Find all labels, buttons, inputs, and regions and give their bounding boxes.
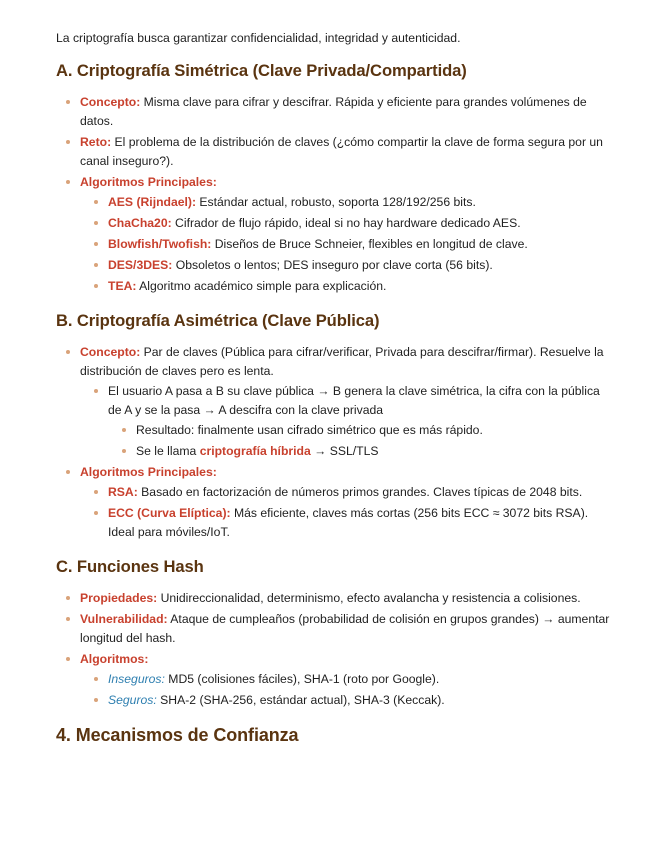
list-item: [108, 421, 615, 440]
list-item: [56, 133, 615, 171]
symmetric-algorithms-list: [80, 193, 615, 296]
concept-text: Misma clave para cifrar y descifrar. Rápida y eficiente para grandes volúmenes de datos.: [80, 95, 587, 128]
insecure-text: MD5 (colisiones fáciles), SHA-1 (roto por Google).: [164, 672, 440, 686]
bullet-icon: [66, 617, 70, 621]
algorithm-name: ChaCha20:: [108, 216, 172, 230]
list-item: [56, 589, 615, 608]
bullet-icon: [94, 389, 98, 393]
concept-label: Concepto:: [80, 95, 141, 109]
algorithm-text: Obsoletos o lentos; DES inseguro por clave corta (56 bits).: [172, 258, 493, 272]
bullet-icon: [94, 698, 98, 702]
list-item: [80, 256, 615, 275]
hybrid-prefix: Se le llama: [136, 444, 200, 458]
bullet-icon: [94, 221, 98, 225]
bullet-icon: [66, 140, 70, 144]
bullet-icon: [66, 657, 70, 661]
concept-text: Par de claves (Pública para cifrar/verificar, Privada para descifrar/firmar). Resuelve la distribución de claves pero es lenta.: [80, 345, 604, 378]
bullet-icon: [94, 200, 98, 204]
next-section-heading: 4. Mecanismos de Confianza: [56, 725, 299, 745]
list-item: [108, 442, 615, 461]
secure-text: SHA-2 (SHA-256, estándar actual), SHA-3 (Keccak).: [156, 693, 445, 707]
bullet-icon: [94, 511, 98, 515]
list-item: [80, 691, 615, 710]
algorithm-name: DES/3DES:: [108, 258, 173, 272]
list-item: [80, 483, 615, 502]
bullet-icon: [66, 596, 70, 600]
section-a-title: A. Criptografía Simétrica (Clave Privada/Compartida): [56, 61, 467, 80]
insecure-label: Inseguros:: [108, 672, 165, 686]
list-item: [80, 214, 615, 233]
list-item: [80, 277, 615, 296]
algorithm-text: Más eficiente, claves más cortas (256 bits ECC ≈ 3072 bits RSA). Ideal para móviles/IoT.: [108, 506, 589, 539]
properties-text: Unidireccionalidad, determinismo, efecto avalancha y resistencia a colisiones.: [157, 591, 581, 605]
list-item: [80, 235, 615, 254]
list-item: [56, 173, 615, 296]
list-item: [80, 670, 615, 689]
section-a-list: [56, 93, 615, 296]
properties-label: Propiedades:: [80, 591, 158, 605]
key-exchange-text: El usuario A pasa a B su clave pública → B genera la clave simétrica, la cifra con la pública de A y se la pasa → A descifra con la clave privada: [108, 384, 600, 417]
algorithm-name: AES (Rijndael):: [108, 195, 197, 209]
algorithm-name: ECC (Curva Elíptica):: [108, 506, 231, 520]
list-item: [80, 504, 615, 542]
bullet-icon: [94, 263, 98, 267]
section-b-title: B. Criptografía Asimétrica (Clave Pública): [56, 311, 380, 330]
hash-algorithms-list: [80, 670, 615, 710]
section-c-list: [56, 589, 615, 710]
algorithm-text: Algoritmo académico simple para explicación.: [136, 279, 387, 293]
algorithms-label: Algoritmos Principales:: [80, 175, 217, 189]
algorithm-name: Blowfish/Twofish:: [108, 237, 212, 251]
list-item: [56, 93, 615, 131]
list-item: [56, 343, 615, 461]
secure-label: Seguros:: [108, 693, 157, 707]
bullet-icon: [66, 350, 70, 354]
section-c-title: C. Funciones Hash: [56, 557, 204, 576]
algorithm-text: Estándar actual, robusto, soporta 128/192/256 bits.: [196, 195, 476, 209]
section-symmetric: [56, 60, 615, 296]
bullet-icon: [94, 677, 98, 681]
vulnerability-text: Ataque de cumpleaños (probabilidad de colisión en grupos grandes) → aumentar longitud del hash.: [80, 612, 610, 645]
bullet-icon: [94, 242, 98, 246]
hybrid-term: criptografía híbrida: [199, 444, 311, 458]
bullet-icon: [122, 428, 126, 432]
challenge-label: Reto:: [80, 135, 112, 149]
result-text: Resultado: finalmente usan cifrado simétrico que es más rápido.: [136, 423, 483, 437]
concept-sublist: [80, 382, 615, 461]
bullet-icon: [94, 490, 98, 494]
list-item: [80, 382, 615, 461]
asymmetric-algorithms-list: [80, 483, 615, 542]
concept-label: Concepto:: [80, 345, 141, 359]
section-b-list: [56, 343, 615, 542]
algorithm-text: Basado en factorización de números primos grandes. Claves típicas de 2048 bits.: [137, 485, 583, 499]
bullet-icon: [66, 100, 70, 104]
bullet-icon: [94, 284, 98, 288]
section-asymmetric: [56, 310, 615, 542]
hybrid-suffix: → SSL/TLS: [310, 444, 379, 458]
intro-paragraph: La criptografía busca garantizar confidencialidad, integridad y autenticidad.: [56, 31, 461, 45]
key-exchange-sublist: [108, 421, 615, 461]
challenge-text: El problema de la distribución de claves (¿cómo compartir la clave de forma segura por un canal inseguro?).: [80, 135, 603, 168]
list-item: [56, 650, 615, 710]
algorithms-label: Algoritmos Principales:: [80, 465, 217, 479]
algorithms-label: Algoritmos:: [80, 652, 149, 666]
section-hash: [56, 556, 615, 710]
bullet-icon: [66, 180, 70, 184]
bullet-icon: [122, 449, 126, 453]
vulnerability-label: Vulnerabilidad:: [80, 612, 168, 626]
algorithm-name: TEA:: [108, 279, 137, 293]
list-item: [56, 463, 615, 542]
list-item: [56, 610, 615, 648]
algorithm-text: Cifrador de flujo rápido, ideal si no hay hardware dedicado AES.: [171, 216, 521, 230]
bullet-icon: [66, 470, 70, 474]
list-item: [80, 193, 615, 212]
algorithm-text: Diseños de Bruce Schneier, flexibles en longitud de clave.: [211, 237, 528, 251]
algorithm-name: RSA:: [108, 485, 138, 499]
